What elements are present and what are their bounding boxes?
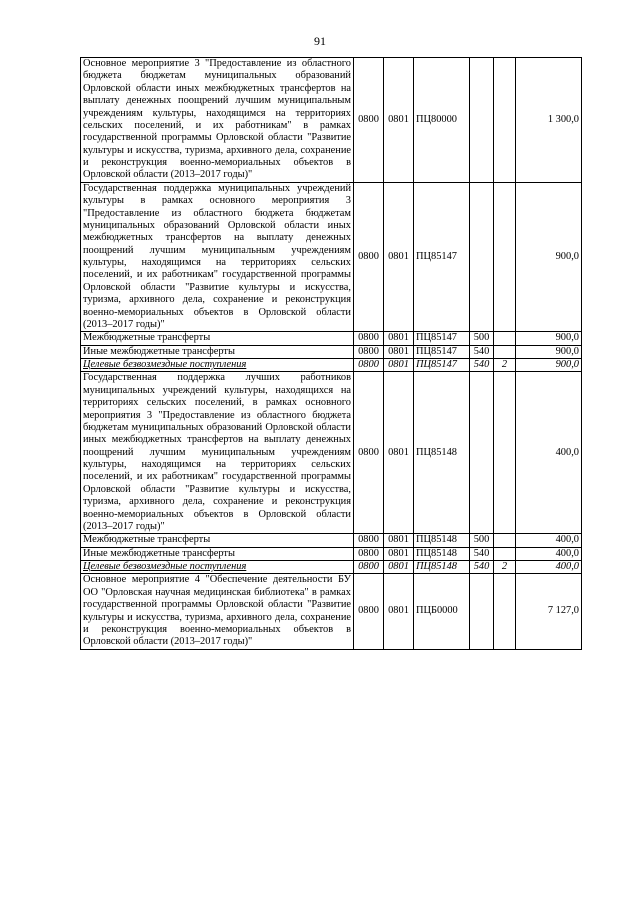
table-row bbox=[81, 574, 582, 649]
row-description: Межбюджетные трансферты bbox=[81, 534, 354, 547]
row-source-code: 2 bbox=[494, 359, 516, 372]
row-amount: 1 300,0 bbox=[516, 58, 582, 183]
row-subsection-code: 0801 bbox=[384, 534, 414, 547]
row-amount: 400,0 bbox=[516, 547, 582, 560]
table-row bbox=[81, 561, 582, 574]
page-number: 91 bbox=[314, 34, 326, 48]
row-source-code bbox=[494, 332, 516, 345]
row-description: Иные межбюджетные трансферты bbox=[81, 547, 354, 560]
row-source-code bbox=[494, 372, 516, 534]
row-subsection-code: 0801 bbox=[384, 359, 414, 372]
row-description: Иные межбюджетные трансферты bbox=[81, 345, 354, 358]
row-expense-type bbox=[470, 58, 494, 183]
row-source-code bbox=[494, 547, 516, 560]
row-source-code bbox=[494, 534, 516, 547]
row-target-article: ПЦ85147 bbox=[414, 332, 470, 345]
row-amount: 900,0 bbox=[516, 359, 582, 372]
table-row bbox=[81, 359, 582, 372]
row-section-code: 0800 bbox=[354, 561, 384, 574]
row-expense-type: 500 bbox=[470, 534, 494, 547]
table-row bbox=[81, 372, 582, 534]
row-amount: 400,0 bbox=[516, 561, 582, 574]
row-section-code: 0800 bbox=[354, 58, 384, 183]
table-row bbox=[81, 332, 582, 345]
row-description: Целевые безвозмездные поступления bbox=[81, 561, 354, 574]
row-target-article: ПЦ85147 bbox=[414, 345, 470, 358]
row-description: Целевые безвозмездные поступления bbox=[81, 359, 354, 372]
row-amount: 900,0 bbox=[516, 332, 582, 345]
table-row bbox=[81, 345, 582, 358]
row-target-article: ПЦ85147 bbox=[414, 359, 470, 372]
row-subsection-code: 0801 bbox=[384, 182, 414, 332]
row-description: Основное мероприятие 3 "Предоставление из областного бюджета бюджетам муниципальных образований Орловской области иных межбюджетных трансфертов на выплату денежных поощрений лучшим муниципальным учреждениям культуры, находящимся на территориях сельских поселений, и их работникам" в рамках государственной программы Орловской области "Развитие культуры и искусства, туризма, архивного дела, сохранение и реконструкция военно-мемориальных объектов в Орловской области (2013–2017 годы)" bbox=[81, 58, 354, 183]
row-section-code: 0800 bbox=[354, 332, 384, 345]
row-subsection-code: 0801 bbox=[384, 345, 414, 358]
row-amount: 7 127,0 bbox=[516, 574, 582, 649]
row-expense-type: 540 bbox=[470, 359, 494, 372]
row-description: Межбюджетные трансферты bbox=[81, 332, 354, 345]
row-source-code bbox=[494, 58, 516, 183]
row-expense-type bbox=[470, 574, 494, 649]
row-subsection-code: 0801 bbox=[384, 58, 414, 183]
budget-table bbox=[80, 57, 582, 650]
row-amount: 400,0 bbox=[516, 372, 582, 534]
row-section-code: 0800 bbox=[354, 534, 384, 547]
row-description: Государственная поддержка лучших работников муниципальных учреждений культуры, находящихся на территориях сельских поселений, в рамках основного мероприятия 3 "Предоставление из областного бюджета бюджетам муниципальных образований Орловской области иных межбюджетных трансфертов на выплату денежных поощрений лучшим муниципальным учреждениям культуры, находящимся на территориях сельских поселений, и их работникам" государственной программы Орловской области "Развитие культуры и искусства, туризма, архивного дела, сохранение и реконструкция военно-мемориальных объектов в Орловской области (2013–2017 годы)" bbox=[81, 372, 354, 534]
row-description: Основное мероприятие 4 "Обеспечение деятельности БУ ОО "Орловская научная медицинская библиотека" в рамках государственной программы Орловской области "Развитие культуры и искусства, туризма, архивного дела, сохранение и реконструкция военно-мемориальных объектов в Орловской области (2013–2017 годы)" bbox=[81, 574, 354, 649]
row-section-code: 0800 bbox=[354, 372, 384, 534]
row-expense-type bbox=[470, 182, 494, 332]
row-expense-type: 540 bbox=[470, 561, 494, 574]
table-row bbox=[81, 58, 582, 183]
row-amount: 900,0 bbox=[516, 182, 582, 332]
row-subsection-code: 0801 bbox=[384, 372, 414, 534]
row-target-article: ПЦ85147 bbox=[414, 182, 470, 332]
row-amount: 900,0 bbox=[516, 345, 582, 358]
row-expense-type: 500 bbox=[470, 332, 494, 345]
row-subsection-code: 0801 bbox=[384, 574, 414, 649]
row-subsection-code: 0801 bbox=[384, 561, 414, 574]
row-description: Государственная поддержка муниципальных учреждений культуры в рамках основного мероприятия 3 "Предоставление из областного бюджета бюджетам муниципальных образований Орловской области иных межбюджетных трансфертов на выплату денежных поощрений лучшим муниципальным учреждениям культуры, находящимся на территориях сельских поселений, и их работникам" государственной программы Орловской области "Развитие культуры и искусства, туризма, архивного дела, сохранение и реконструкция военно-мемориальных объектов в Орловской области (2013–2017 годы)" bbox=[81, 182, 354, 332]
table-row bbox=[81, 534, 582, 547]
row-section-code: 0800 bbox=[354, 182, 384, 332]
row-target-article: ПЦ80000 bbox=[414, 58, 470, 183]
row-section-code: 0800 bbox=[354, 345, 384, 358]
table-row bbox=[81, 547, 582, 560]
row-subsection-code: 0801 bbox=[384, 547, 414, 560]
row-source-code bbox=[494, 182, 516, 332]
row-expense-type: 540 bbox=[470, 547, 494, 560]
row-expense-type: 540 bbox=[470, 345, 494, 358]
row-section-code: 0800 bbox=[354, 547, 384, 560]
row-target-article: ПЦ85148 bbox=[414, 372, 470, 534]
row-target-article: ПЦ85148 bbox=[414, 561, 470, 574]
row-target-article: ПЦ85148 bbox=[414, 547, 470, 560]
table-row bbox=[81, 182, 582, 332]
row-source-code: 2 bbox=[494, 561, 516, 574]
row-section-code: 0800 bbox=[354, 574, 384, 649]
row-source-code bbox=[494, 574, 516, 649]
row-target-article: ПЦ85148 bbox=[414, 534, 470, 547]
row-section-code: 0800 bbox=[354, 359, 384, 372]
row-subsection-code: 0801 bbox=[384, 332, 414, 345]
row-source-code bbox=[494, 345, 516, 358]
row-target-article: ПЦБ0000 bbox=[414, 574, 470, 649]
row-expense-type bbox=[470, 372, 494, 534]
row-amount: 400,0 bbox=[516, 534, 582, 547]
